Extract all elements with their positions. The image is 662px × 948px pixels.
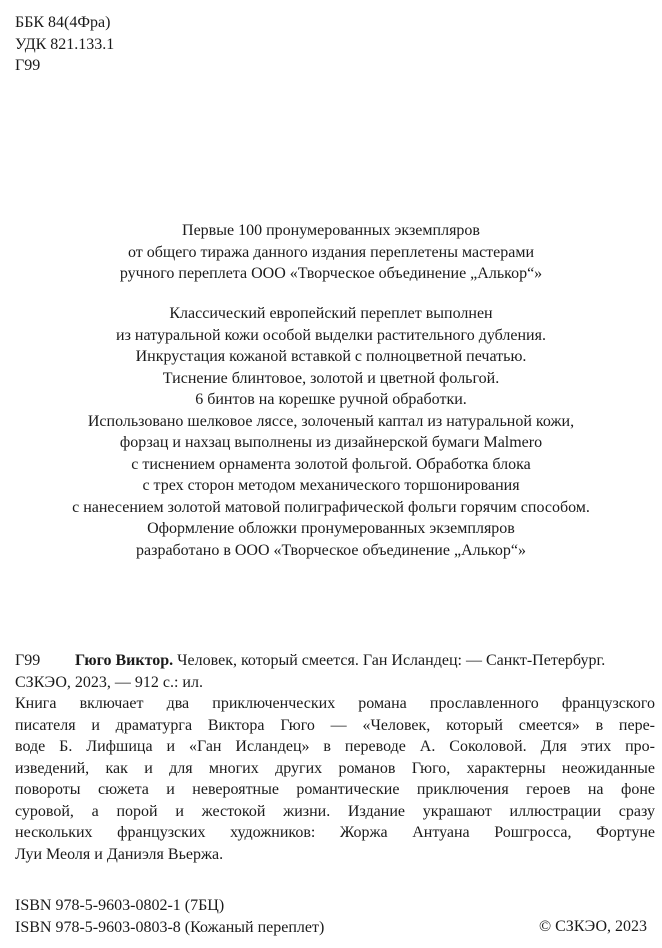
isbn-block (15, 895, 324, 938)
record-continuation (15, 672, 655, 866)
annotation-line: Луи Меоля и Даниэля Вьержа. (15, 845, 224, 863)
edition-note-line: Первые 100 пронумерованных экземпляров (182, 222, 480, 239)
binding-line: Классический европейский переплет выполнен (169, 305, 493, 322)
binding-line: разработано в ООО «Творческое объединение „Алькор“» (136, 541, 526, 559)
binding-line: Оформление обложки пронумерованных экземпляров (147, 520, 515, 537)
binding-description (0, 303, 662, 561)
annotation-line: повороты сюжета и невероятные романтические приключения героев на фоне (15, 781, 655, 798)
edition-note-line: ручного переплета ООО «Творческое объединение „Алькор“» (119, 265, 543, 282)
bbk-code: ББК 84(4Фра) (15, 14, 111, 31)
udk-code: УДК 821.133.1 (15, 35, 115, 53)
record-title: Человек, который смеется. Ган Исландец: — Санкт-Петербург. (173, 652, 606, 669)
edition-note (0, 220, 662, 285)
record-body (75, 650, 655, 672)
isbn-line: ISBN 978-5-9603-0803-8 (Кожаный переплет) (15, 918, 325, 936)
annotation-line: нескольких французских художников: Жоржа Антуана Рошгросса, Фортуне (15, 824, 655, 841)
binding-line: с нанесением золотой матовой полиграфической фольги горячим способом. (72, 498, 590, 516)
isbn-line: ISBN 978-5-9603-0802-1 (7БЦ) (15, 897, 225, 914)
binding-line: Тиснение блинтовое, золотой и цветной фольгой. (162, 369, 500, 387)
binding-line: Использовано шелковое ляссе, золоченый каптал из натуральной кожи, (87, 412, 575, 430)
binding-line: Инкрустация кожаной вставкой с полноцветной печатью. (135, 348, 527, 365)
author-mark: Г99 (15, 57, 41, 74)
annotation-line: писателя и драматурга Виктора Гюго — «Человек, который смеется» в пере- (15, 716, 655, 734)
edition-note-line: от общего тиража данного издания переплетены мастерами (127, 243, 535, 261)
binding-line: с тиснением орнамента золотой фольгой. Обработка блока (131, 455, 531, 473)
binding-line: форзац и нахзац выполнены из дизайнерской бумаги Malmero (119, 434, 543, 451)
record-author: Гюго Виктор. (75, 652, 174, 669)
record-code: Г99 (15, 652, 41, 669)
annotation-line: Книга включает два приключенческих романа прославленного французского (15, 695, 655, 712)
annotation-line: суровой, а порой и жестокой жизни. Издание украшают иллюстрации сразу (15, 802, 655, 820)
annotation-line: изведений, как и для многих других романов Гюго, характерны неожиданные (15, 759, 655, 777)
binding-line: с трех сторон методом механического торшонирования (142, 477, 520, 494)
classification-codes (15, 12, 114, 77)
copyright-notice: © СЗКЭО, 2023 (538, 918, 647, 935)
binding-line: 6 бинтов на корешке ручной обработки. (195, 391, 467, 408)
record-publisher: СЗКЭО, 2023, — 912 с.: ил. (15, 673, 203, 691)
annotation-line: воде Б. Лифшица и «Ган Исландец» в переводе А. Соколовой. Для этих про- (15, 738, 655, 755)
binding-line: из натуральной кожи особой выделки растительного дубления. (116, 326, 546, 344)
record-title-line (75, 650, 655, 672)
